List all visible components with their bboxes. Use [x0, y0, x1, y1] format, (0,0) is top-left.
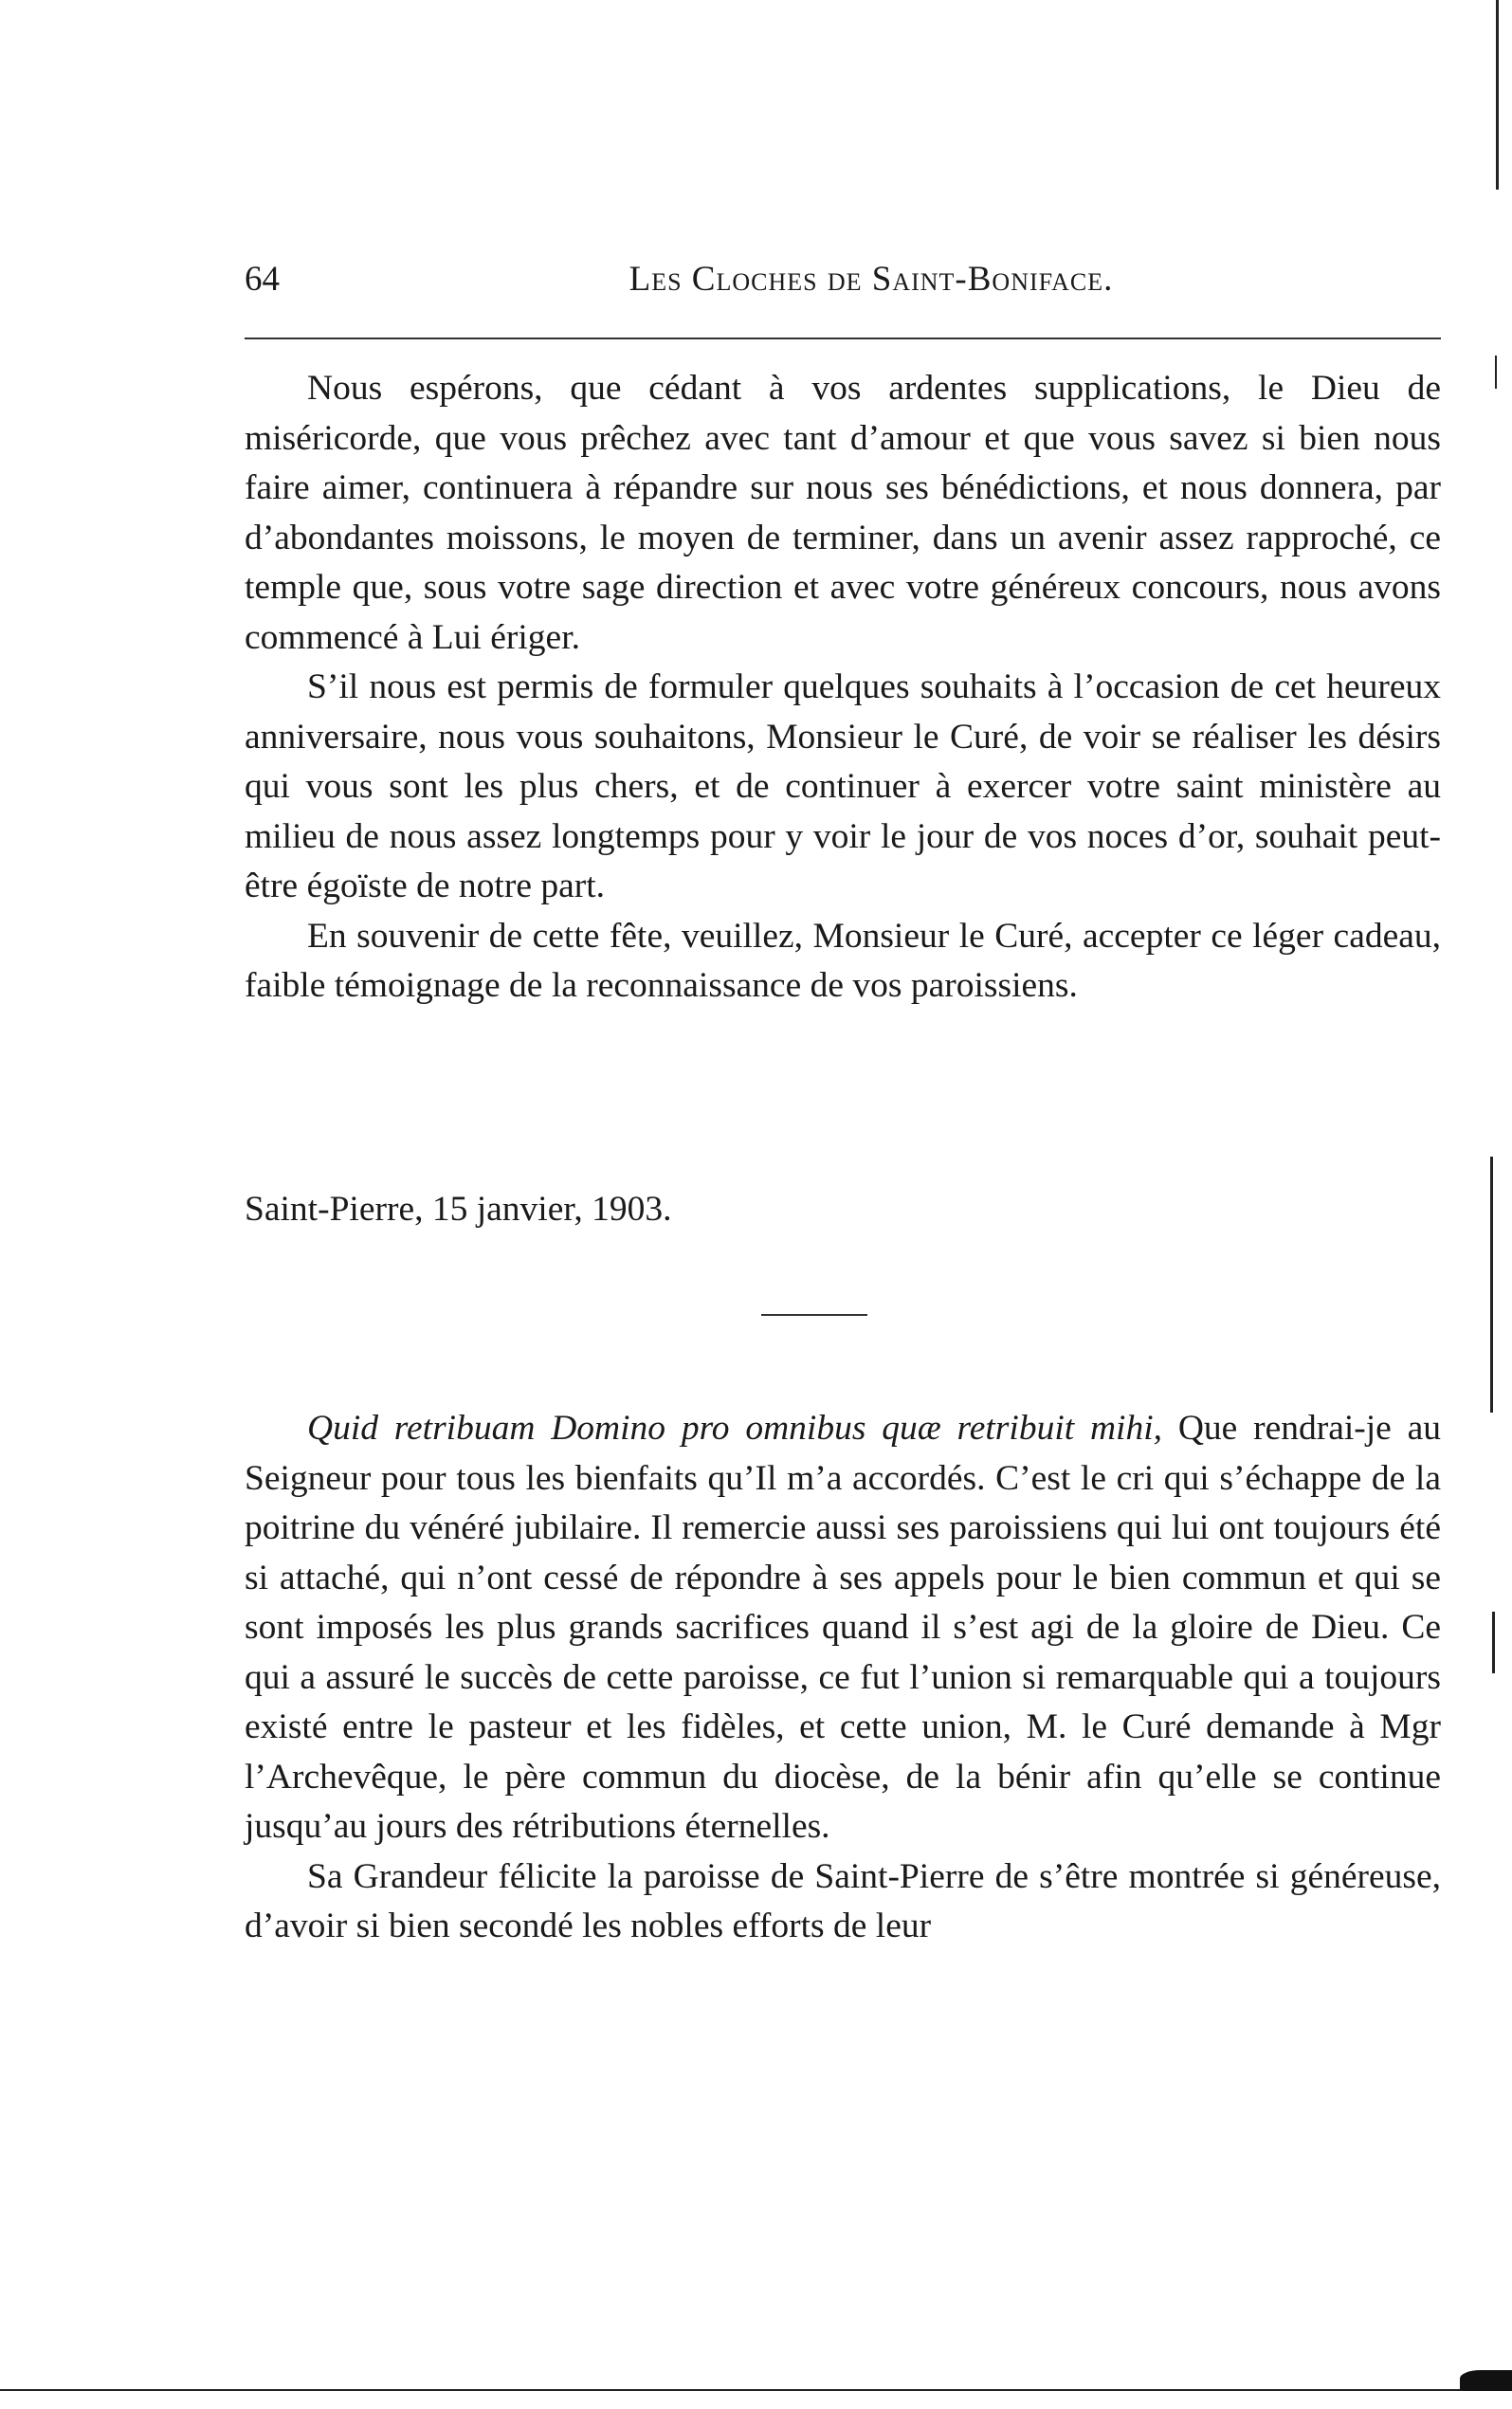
- scan-edge-line: [1496, 0, 1499, 190]
- scan-smudge: [1460, 2370, 1512, 2391]
- paragraph: Sa Grandeur félicite la paroisse de Saint-Pierre de s’être montrée si généreuse, d’avoir si bien secondé les nobles efforts de leur: [245, 1856, 1441, 1945]
- running-title: Les Cloches de Saint-Boniface.: [628, 260, 1114, 299]
- dateline: Saint-Pierre, 15 janvier, 1903.: [245, 1190, 672, 1229]
- page-number: 64: [245, 260, 280, 299]
- paragraph: S’il nous est permis de formuler quelques souhaits à l’occasion de cet heureux anniversaire, nous vous souhaitons, Monsieur le Curé, de voir se réaliser les désirs qui vous sont les plus chers, et de continuer à exercer votre saint ministère au milieu de nous assez longtemps pour y voir le jour de vos noces d’or, souhait peut-être égoïste de notre part.: [245, 667, 1441, 905]
- address-text: [245, 364, 1441, 1012]
- scan-edge-line: [1495, 356, 1497, 389]
- header-rule: [245, 338, 1441, 339]
- running-head: [245, 256, 1441, 303]
- section-divider: [761, 1314, 867, 1316]
- paragraph-body: Que rendrai-je au Seigneur pour tous les bienfaits qu’Il m’a accordés. C’est le cri qui s’échappe de la poitrine du vénéré jubilaire. Il remercie aussi ses paroissiens qui lui ont toujours été si attaché, qui n’ont cessé de répondre à ses appels pour le bien commun et qui se sont imposés les plus grands sacrifices quand il s’est agi de la gloire de Dieu. Ce qui a assuré le succès de cette paroisse, ce fut l’union si remarquable qui a toujours existé entre le pasteur et les fidèles, et cette union, M. le Curé demande à Mgr l’Archevêque, le père commun du diocèse, de la bénir afin qu’elle se continue jusqu’au jours des rétributions éternelles.: [245, 1409, 1442, 1846]
- scan-bottom-line: [0, 2389, 1512, 2391]
- scan-edge-line: [1490, 1157, 1493, 1413]
- latin-quote: Quid retribuam Domino pro omnibus quæ retribuit mihi,: [307, 1409, 1162, 1448]
- paragraph: Nous espérons, que cédant à vos ardentes supplications, le Dieu de miséricorde, que vous prêchez avec tant d’amour et que vous savez si bien nous faire aimer, continuera à répandre sur nous ses bénédictions, et nous donnera, par d’abondantes moissons, le moyen de terminer, dans un avenir assez rapproché, ce temple que, sous votre sage direction et avec votre généreux concours, nous avons commencé à Lui ériger.: [245, 369, 1441, 657]
- scan-edge-line: [1492, 1612, 1495, 1673]
- narrative-text: [245, 1404, 1441, 1952]
- paragraph: En souvenir de cette fête, veuillez, Monsieur le Curé, accepter ce léger cadeau, faible témoignage de la reconnaissance de vos paroissiens.: [245, 916, 1441, 1005]
- paragraph: [245, 1404, 1441, 1852]
